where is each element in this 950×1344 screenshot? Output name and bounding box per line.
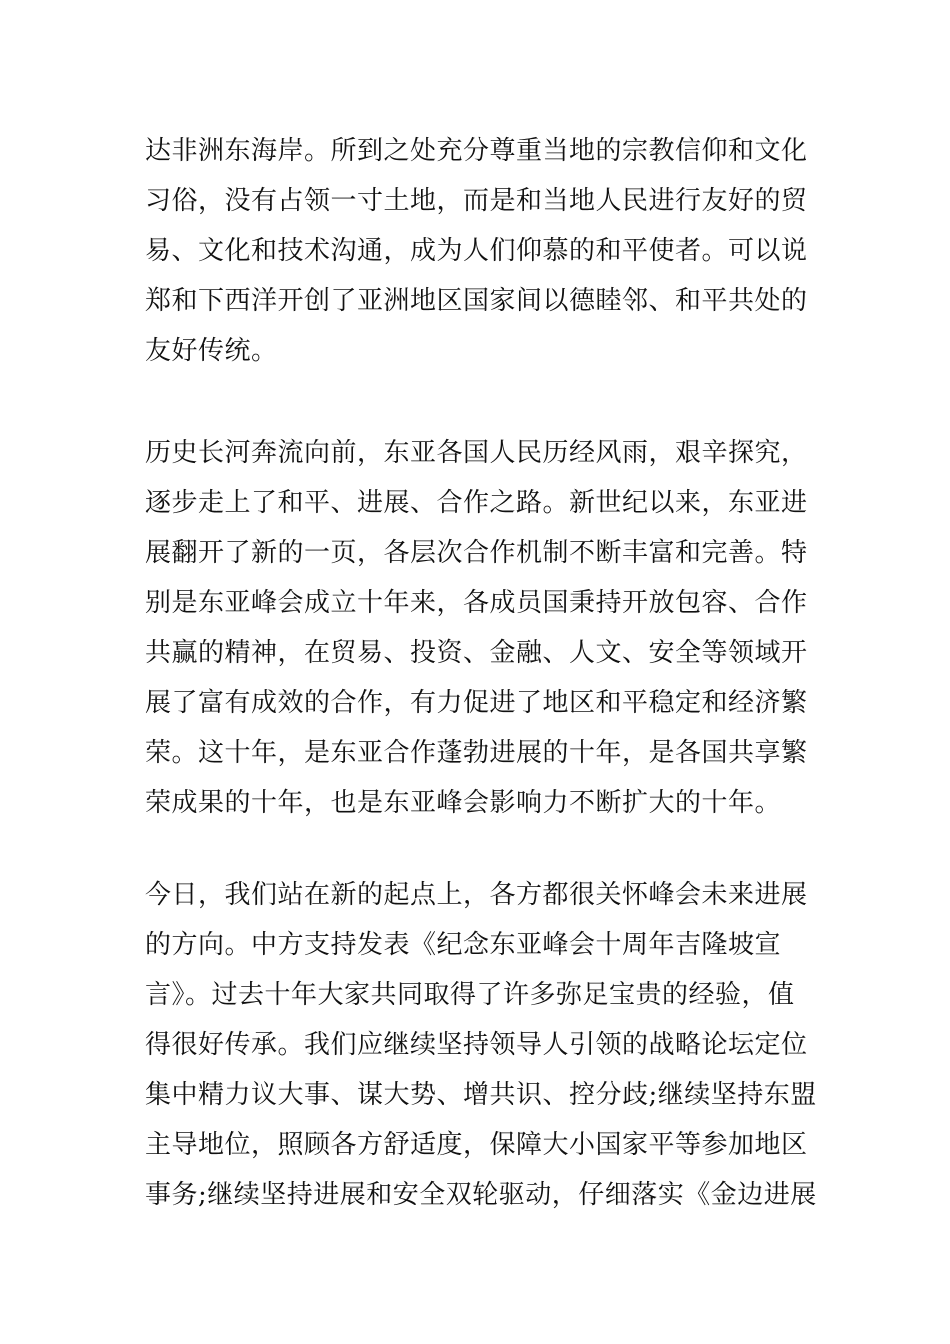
paragraph-east-asia-history (145, 428, 815, 828)
text-line: 主导地位，照顾各方舒适度，保障大小国家平等参加地区 (145, 1130, 808, 1160)
text-line: 集中精力议大事、谋大势、增共识、控分歧;继续坚持东盟 (145, 1080, 817, 1110)
text-line: 友好传统。 (145, 336, 278, 366)
text-line: 荣。这十年，是东亚合作蓬勃进展的十年，是各国共享繁 (145, 738, 808, 768)
text-line: 言》。过去十年大家共同取得了许多弥足宝贵的经验，值 (145, 980, 795, 1010)
text-line: 得很好传承。我们应继续坚持领导人引领的战略论坛定位 (145, 1030, 808, 1060)
paragraph-zheng-he-voyages (145, 126, 815, 376)
text-line: 达非洲东海岸。所到之处充分尊重当地的宗教信仰和文化 (145, 136, 808, 166)
text-line: 逐步走上了和平、进展、合作之路。新世纪以来，东亚进 (145, 488, 808, 518)
text-line: 郑和下西洋开创了亚洲地区国家间以德睦邻、和平共处的 (145, 286, 808, 316)
text-line: 易、文化和技术沟通，成为人们仰慕的和平使者。可以说 (145, 236, 808, 266)
text-line: 展了富有成效的合作，有力促进了地区和平稳定和经济繁 (145, 688, 808, 718)
text-line: 荣成果的十年，也是东亚峰会影响力不断扩大的十年。 (145, 788, 782, 818)
paragraph-summit-future (145, 870, 815, 1220)
text-line: 别是东亚峰会成立十年来，各成员国秉持开放包容、合作 (145, 588, 808, 618)
text-line: 历史长河奔流向前，东亚各国人民历经风雨，艰辛探究， (145, 438, 808, 468)
text-line: 习俗，没有占领一寸土地，而是和当地人民进行友好的贸 (145, 186, 808, 216)
text-line: 共赢的精神，在贸易、投资、金融、人文、安全等领域开 (145, 638, 808, 668)
text-line: 事务;继续坚持进展和安全双轮驱动，仔细落实《金边进展 (145, 1180, 817, 1210)
text-line: 今日，我们站在新的起点上，各方都很关怀峰会未来进展 (145, 880, 808, 910)
text-line: 的方向。中方支持发表《纪念东亚峰会十周年吉隆坡宣 (145, 930, 782, 960)
text-line: 展翻开了新的一页，各层次合作机制不断丰富和完善。特 (145, 538, 808, 568)
